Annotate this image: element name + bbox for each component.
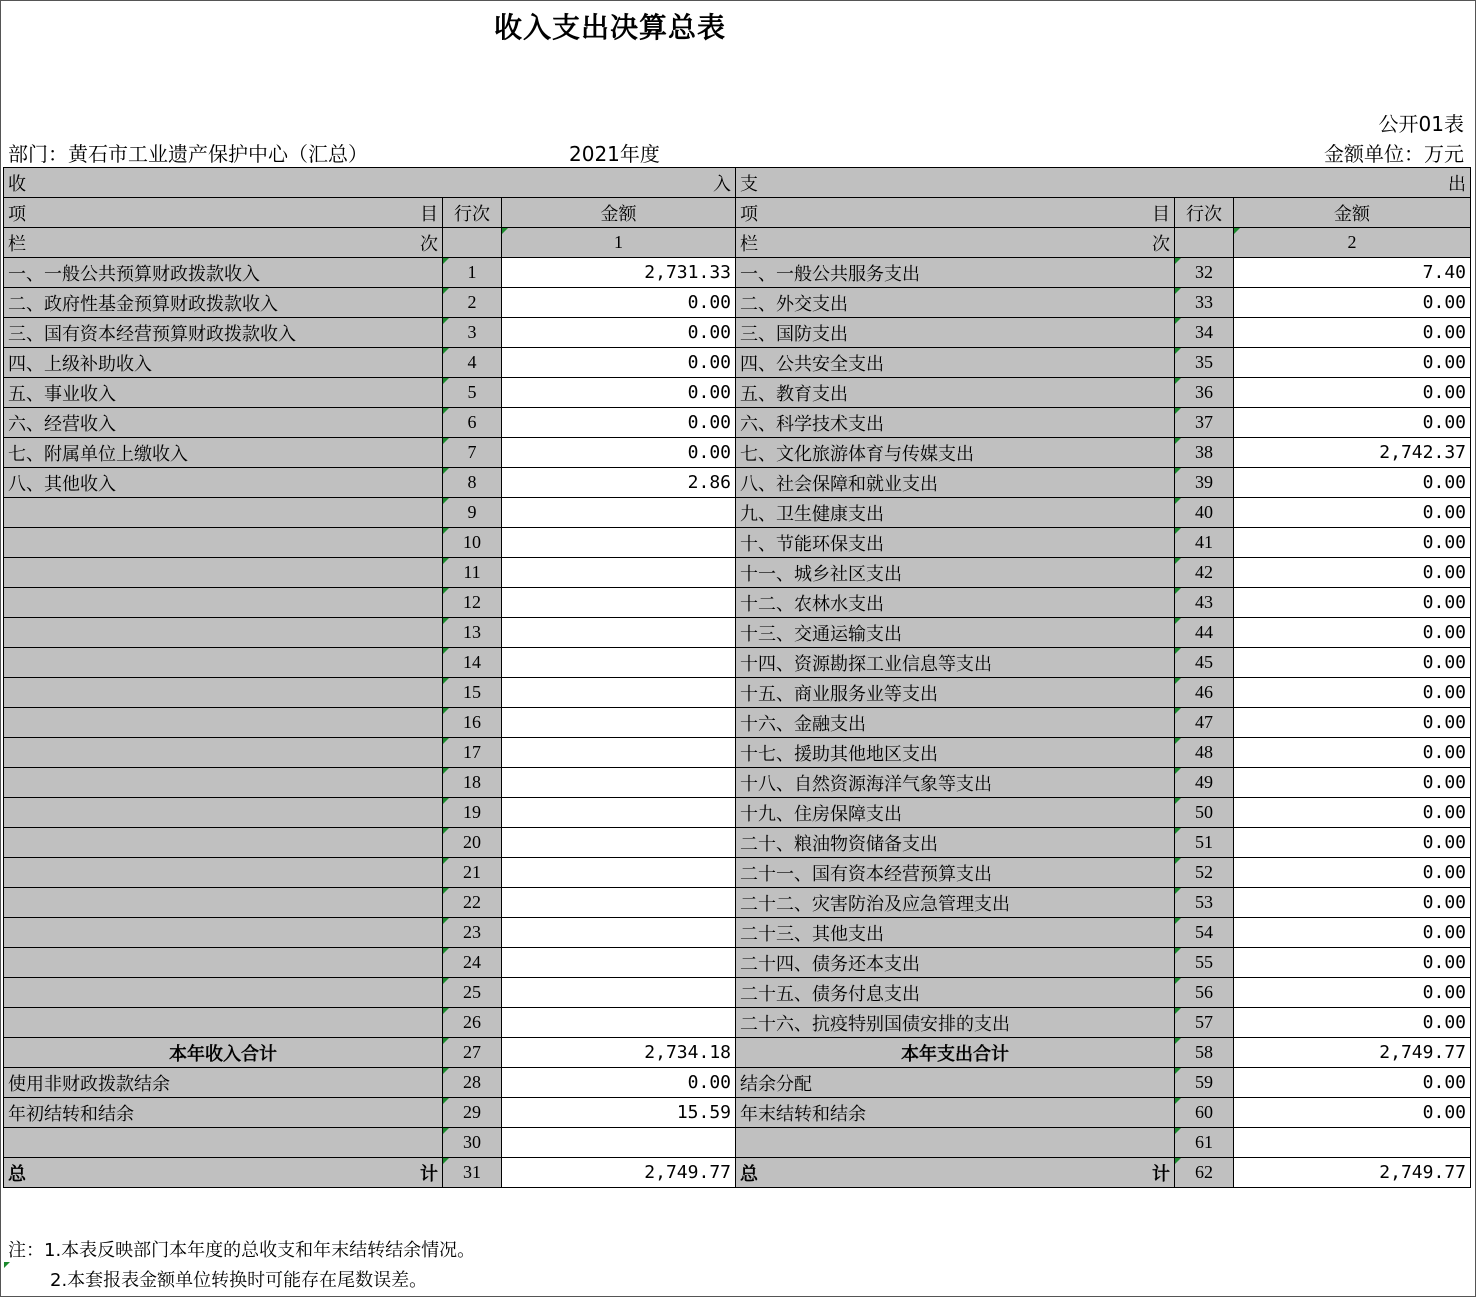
income-amount [502,1008,736,1038]
expense-line-no: 33 [1175,288,1234,318]
form-code: 公开01表 [1378,112,1464,136]
expense-amount: 0.00 [1234,888,1471,918]
income-line-index-cell [443,228,502,258]
income-amount: 0.00 [502,408,736,438]
table-row [4,1098,1471,1128]
expense-amount: 0.00 [1234,678,1471,708]
expense-item: 二十、粮油物资储备支出 [736,828,1175,858]
expense-item: 十四、资源勘探工业信息等支出 [736,648,1175,678]
income-line-no: 29 [443,1098,502,1128]
expense-line-index-cell [1175,228,1234,258]
expense-item: 本年支出合计 [736,1038,1175,1068]
table-row [4,768,1471,798]
expense-item: 十五、商业服务业等支出 [736,678,1175,708]
income-col-index-label: 栏 次 [4,228,443,258]
table-row [4,588,1471,618]
income-item: 八、其他收入 [4,468,443,498]
income-line-no: 10 [443,528,502,558]
total-row [4,1158,1471,1188]
expense-item: 三、国防支出 [736,318,1175,348]
income-amount [502,1128,736,1158]
income-item [4,678,443,708]
income-amount [502,948,736,978]
expense-amount: 2,742.37 [1234,438,1471,468]
subtotal-row [4,1038,1471,1068]
amount-unit: 金额单位：万元 [1324,142,1464,166]
income-amount [502,498,736,528]
income-amount: 2,734.18 [502,1038,736,1068]
expense-item: 五、教育支出 [736,378,1175,408]
income-item [4,768,443,798]
expense-line-no: 39 [1175,468,1234,498]
expense-item: 十七、援助其他地区支出 [736,738,1175,768]
income-item [4,858,443,888]
expense-section-header: 支 出 [736,168,1471,198]
expense-amount: 0.00 [1234,768,1471,798]
income-item [4,498,443,528]
expense-item: 二十六、抗疫特别国债安排的支出 [736,1008,1175,1038]
income-amount-header: 金额 [502,198,736,228]
expense-amount: 0.00 [1234,288,1471,318]
income-line-no: 5 [443,378,502,408]
expense-amount: 0.00 [1234,858,1471,888]
expense-item: 二十三、其他支出 [736,918,1175,948]
expense-item: 十二、农林水支出 [736,588,1175,618]
table-row [4,378,1471,408]
expense-line-no: 55 [1175,948,1234,978]
table-row [4,288,1471,318]
income-line-no: 17 [443,738,502,768]
expense-item: 二十一、国有资本经营预算支出 [736,858,1175,888]
income-item [4,738,443,768]
expense-amount: 0.00 [1234,648,1471,678]
expense-amount-header: 金额 [1234,198,1471,228]
expense-line-no: 40 [1175,498,1234,528]
expense-amount: 0.00 [1234,918,1471,948]
income-amount: 2,731.33 [502,258,736,288]
table-row [4,618,1471,648]
income-section-header: 收 入 [4,168,736,198]
expense-amount: 0.00 [1234,378,1471,408]
expense-item: 四、公共安全支出 [736,348,1175,378]
income-line-no: 1 [443,258,502,288]
income-amount: 0.00 [502,288,736,318]
expense-amount: 0.00 [1234,348,1471,378]
income-item: 五、事业收入 [4,378,443,408]
table-row [4,498,1471,528]
expense-amount: 0.00 [1234,948,1471,978]
expense-item: 二十二、灾害防治及应急管理支出 [736,888,1175,918]
expense-line-no: 49 [1175,768,1234,798]
income-line-no: 9 [443,498,502,528]
income-line-no: 19 [443,798,502,828]
income-line-no: 31 [443,1158,502,1188]
expense-line-no: 52 [1175,858,1234,888]
income-line-no: 4 [443,348,502,378]
table-row [4,558,1471,588]
income-amount: 0.00 [502,378,736,408]
income-line-no: 21 [443,858,502,888]
income-line-no: 6 [443,408,502,438]
expense-item-header: 项 目 [736,198,1175,228]
note-2: 2.本套报表金额单位转换时可能存在尾数误差。 [50,1270,428,1291]
income-item: 一、一般公共预算财政拨款收入 [4,258,443,288]
table-row [4,1128,1471,1158]
table-row [4,708,1471,738]
income-item: 六、经营收入 [4,408,443,438]
expense-item: 二十四、债务还本支出 [736,948,1175,978]
income-line-no: 8 [443,468,502,498]
income-amount [502,768,736,798]
income-amount: 15.59 [502,1098,736,1128]
income-line-no: 12 [443,588,502,618]
expense-line-no: 36 [1175,378,1234,408]
expense-line-header: 行次 [1175,198,1234,228]
expense-amount: 0.00 [1234,1068,1471,1098]
income-line-no: 24 [443,948,502,978]
expense-line-no: 37 [1175,408,1234,438]
income-item: 七、附属单位上缴收入 [4,438,443,468]
expense-item: 十一、城乡社区支出 [736,558,1175,588]
income-expense-table [3,167,1471,1188]
expense-line-no: 34 [1175,318,1234,348]
income-amount [502,888,736,918]
income-item [4,978,443,1008]
income-item-header: 项 目 [4,198,443,228]
expense-amount: 2,749.77 [1234,1158,1471,1188]
report-title: 收入支出决算总表 [494,11,727,44]
income-line-no: 27 [443,1038,502,1068]
table-row [4,978,1471,1008]
expense-item: 十、节能环保支出 [736,528,1175,558]
table-row [4,798,1471,828]
expense-line-no: 46 [1175,678,1234,708]
header-column-row [4,198,1471,228]
note-1: 注：1.本表反映部门本年度的总收支和年末结转结余情况。 [8,1240,476,1261]
expense-item [736,1128,1175,1158]
expense-col-index-label: 栏 次 [736,228,1175,258]
income-amount [502,588,736,618]
income-amount: 0.00 [502,318,736,348]
income-line-no: 23 [443,918,502,948]
expense-total-label: 总 计 [736,1158,1175,1188]
expense-item: 一、一般公共服务支出 [736,258,1175,288]
income-amount [502,978,736,1008]
expense-line-no: 32 [1175,258,1234,288]
header-section-row [4,168,1471,198]
income-item [4,648,443,678]
expense-line-no: 45 [1175,648,1234,678]
expense-amount: 0.00 [1234,318,1471,348]
department-label: 部门：黄石市工业遗产保护中心（汇总） [8,142,368,166]
income-item [4,828,443,858]
income-item [4,618,443,648]
income-col-index: 1 [502,228,736,258]
table-row [4,918,1471,948]
income-line-no: 26 [443,1008,502,1038]
expense-amount: 0.00 [1234,828,1471,858]
income-item [4,948,443,978]
income-item [4,798,443,828]
income-item [4,558,443,588]
income-item: 年初结转和结余 [4,1098,443,1128]
income-amount: 2.86 [502,468,736,498]
income-amount [502,708,736,738]
expense-item: 结余分配 [736,1068,1175,1098]
expense-line-no: 58 [1175,1038,1234,1068]
income-item: 本年收入合计 [4,1038,443,1068]
income-line-no: 13 [443,618,502,648]
expense-line-no: 57 [1175,1008,1234,1038]
income-amount [502,858,736,888]
table-row [4,738,1471,768]
expense-line-no: 59 [1175,1068,1234,1098]
expense-line-no: 41 [1175,528,1234,558]
income-item: 三、国有资本经营预算财政拨款收入 [4,318,443,348]
table-row [4,1008,1471,1038]
income-item [4,888,443,918]
expense-line-no: 48 [1175,738,1234,768]
expense-amount: 0.00 [1234,498,1471,528]
income-amount [502,798,736,828]
expense-line-no: 60 [1175,1098,1234,1128]
income-amount [502,648,736,678]
income-total-label: 总 计 [4,1158,443,1188]
income-line-no: 15 [443,678,502,708]
income-amount [502,738,736,768]
expense-amount: 0.00 [1234,468,1471,498]
expense-amount: 0.00 [1234,558,1471,588]
income-item [4,1128,443,1158]
income-line-no: 22 [443,888,502,918]
expense-line-no: 47 [1175,708,1234,738]
expense-line-no: 43 [1175,588,1234,618]
table-row [4,648,1471,678]
expense-line-no: 38 [1175,438,1234,468]
table-row [4,408,1471,438]
income-amount [502,528,736,558]
income-amount [502,918,736,948]
expense-line-no: 56 [1175,978,1234,1008]
expense-line-no: 62 [1175,1158,1234,1188]
income-amount [502,558,736,588]
table-row [4,948,1471,978]
table-row [4,258,1471,288]
expense-line-no: 35 [1175,348,1234,378]
income-line-no: 7 [443,438,502,468]
expense-amount: 0.00 [1234,528,1471,558]
income-line-no: 18 [443,768,502,798]
expense-amount: 0.00 [1234,708,1471,738]
income-line-no: 30 [443,1128,502,1158]
income-amount [502,678,736,708]
table-row [4,468,1471,498]
expense-line-no: 51 [1175,828,1234,858]
expense-line-no: 50 [1175,798,1234,828]
income-line-header: 行次 [443,198,502,228]
expense-item: 八、社会保障和就业支出 [736,468,1175,498]
expense-item: 二十五、债务付息支出 [736,978,1175,1008]
income-amount [502,618,736,648]
income-line-no: 16 [443,708,502,738]
expense-item: 六、科学技术支出 [736,408,1175,438]
expense-amount: 0.00 [1234,798,1471,828]
expense-line-no: 54 [1175,918,1234,948]
income-line-no: 28 [443,1068,502,1098]
income-line-no: 14 [443,648,502,678]
expense-item: 十三、交通运输支出 [736,618,1175,648]
expense-amount: 0.00 [1234,1008,1471,1038]
income-amount [502,828,736,858]
expense-line-no: 61 [1175,1128,1234,1158]
expense-line-no: 53 [1175,888,1234,918]
income-line-no: 20 [443,828,502,858]
table-row [4,678,1471,708]
income-item [4,918,443,948]
income-line-no: 2 [443,288,502,318]
table-row [4,828,1471,858]
income-item: 四、上级补助收入 [4,348,443,378]
expense-amount: 0.00 [1234,738,1471,768]
expense-amount: 2,749.77 [1234,1038,1471,1068]
expense-amount [1234,1128,1471,1158]
income-item [4,588,443,618]
income-item [4,1008,443,1038]
header-index-row [4,228,1471,258]
table-row [4,528,1471,558]
expense-line-no: 44 [1175,618,1234,648]
note-mark [4,1262,10,1268]
income-item: 使用非财政拨款结余 [4,1068,443,1098]
expense-amount: 0.00 [1234,1098,1471,1128]
expense-amount: 7.40 [1234,258,1471,288]
income-item [4,528,443,558]
expense-amount: 0.00 [1234,588,1471,618]
expense-item: 年末结转和结余 [736,1098,1175,1128]
expense-amount: 0.00 [1234,408,1471,438]
income-amount: 0.00 [502,438,736,468]
table-row [4,1068,1471,1098]
income-line-no: 25 [443,978,502,1008]
expense-line-no: 42 [1175,558,1234,588]
income-line-no: 3 [443,318,502,348]
table-row [4,318,1471,348]
expense-item: 二、外交支出 [736,288,1175,318]
income-item: 二、政府性基金预算财政拨款收入 [4,288,443,318]
expense-item: 十六、金融支出 [736,708,1175,738]
income-amount: 0.00 [502,1068,736,1098]
income-amount: 0.00 [502,348,736,378]
income-amount: 2,749.77 [502,1158,736,1188]
table-row [4,888,1471,918]
table-row [4,438,1471,468]
expense-item: 九、卫生健康支出 [736,498,1175,528]
income-item [4,708,443,738]
expense-amount: 0.00 [1234,618,1471,648]
expense-item: 十九、住房保障支出 [736,798,1175,828]
table-row [4,858,1471,888]
income-line-no: 11 [443,558,502,588]
expense-amount: 0.00 [1234,978,1471,1008]
expense-item: 十八、自然资源海洋气象等支出 [736,768,1175,798]
expense-item: 七、文化旅游体育与传媒支出 [736,438,1175,468]
table-row [4,348,1471,378]
expense-col-index: 2 [1234,228,1471,258]
fiscal-year: 2021年度 [569,142,660,166]
